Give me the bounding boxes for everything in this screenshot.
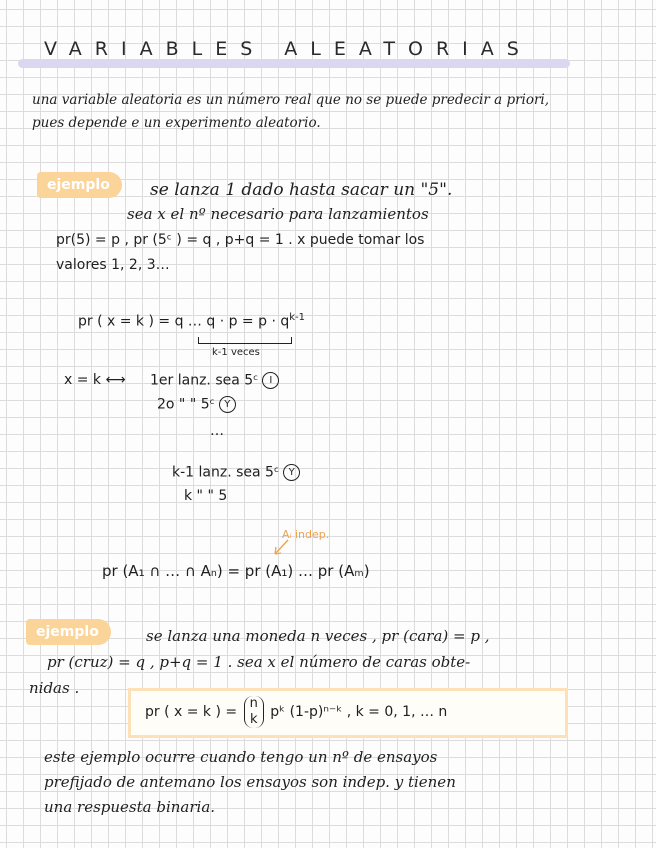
case-row-3 [172, 464, 300, 481]
example-badge: ejemplo [37, 172, 122, 198]
underbrace [198, 337, 292, 344]
indep-note: Aᵢ indep. [282, 528, 330, 541]
case-row-1 [150, 372, 279, 389]
binomial-left: pr ( x = k ) = [145, 704, 238, 720]
binomial-right: pᵏ (1-p)ⁿ⁻ᵏ , k = 0, 1, … n [270, 704, 448, 720]
independence-product: pr (A₁ ∩ … ∩ Aₙ) = pr (A₁) … pr (Aₘ) [102, 562, 370, 580]
binomial-formula [145, 696, 447, 728]
binomial-coefficient [244, 696, 264, 728]
geometric-formula-text: pr ( x = k ) = q … q · p = p · q [78, 313, 290, 330]
geometric-formula [78, 312, 305, 330]
note-arrow-icon [270, 538, 292, 558]
example2-line-1: se lanza una moneda n veces , pr (cara) = p , [146, 627, 490, 645]
conclusion-line-3: una respuesta binaria. [44, 798, 216, 816]
conclusion-line-2: prefijado de antemano los ensayos son indep. y tienen [44, 773, 456, 791]
case-row-3-text: k-1 lanz. sea 5ᶜ [172, 464, 280, 481]
case-row-2-text: 2o " " 5ᶜ [157, 396, 215, 413]
geometric-exponent: k-1 [289, 312, 306, 323]
example-badge: ejemplo [26, 619, 111, 645]
intro-line-1: una variable aleatoria es un número real que no se puede predecir a priori, [32, 92, 550, 108]
page-title: VARIABLES ALEATORIAS [44, 38, 532, 60]
example1-line-4: valores 1, 2, 3… [56, 257, 170, 273]
example2-line-2: pr (cruz) = q , p+q = 1 . sea x el número de caras obte- [47, 653, 471, 671]
binom-bottom: k [249, 712, 258, 727]
case-arrow: x = k ⟷ [64, 372, 126, 388]
example1-line-3: pr(5) = p , pr (5ᶜ ) = q , p+q = 1 . x puede tomar los [56, 232, 425, 248]
case-row-4: k " " 5 [184, 488, 228, 504]
example1-line-1: se lanza 1 dado hasta sacar un "5". [150, 180, 453, 200]
binom-top: n [249, 696, 258, 711]
circled-y-icon: Y [283, 464, 300, 481]
circled-y-icon: Y [219, 396, 236, 413]
brace-label: k-1 veces [212, 347, 260, 358]
circled-i-icon: I [262, 372, 279, 389]
intro-line-2: pues depende e un experimento aleatorio. [32, 115, 321, 131]
example1-line-2: sea x el nº necesario para lanzamientos [127, 205, 429, 223]
case-row-2 [157, 396, 236, 413]
case-row-1-text: 1er lanz. sea 5ᶜ [150, 372, 259, 389]
case-dots: … [210, 423, 226, 439]
title-highlight [18, 59, 570, 68]
conclusion-line-1: este ejemplo ocurre cuando tengo un nº de ensayos [44, 748, 438, 766]
example2-line-3: nidas . [29, 679, 80, 697]
